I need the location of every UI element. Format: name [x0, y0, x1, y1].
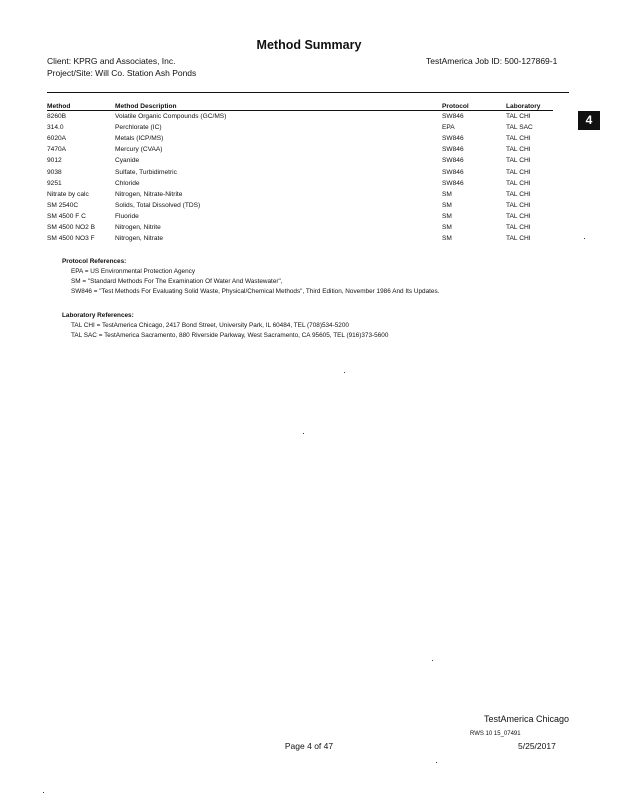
cell-method-description: Metals (ICP/MS) [115, 135, 164, 143]
methods-table-body [47, 111, 553, 245]
protocol-references [62, 257, 439, 297]
cell-laboratory: TAL CHI [506, 157, 531, 165]
cell-method-description: Perchlorate (IC) [115, 124, 162, 132]
scan-speck [344, 372, 345, 373]
cell-method-description: Nitrogen, Nitrite [115, 223, 161, 231]
cell-laboratory: TAL CHI [506, 223, 531, 231]
scan-speck [436, 762, 437, 763]
cell-laboratory: TAL CHI [506, 235, 531, 243]
laboratory-references [62, 311, 388, 341]
cell-protocol: SW846 [442, 168, 464, 176]
cell-method: 8260B [47, 113, 67, 121]
client-line: Client: KPRG and Associates, Inc. [47, 56, 176, 66]
table-row [47, 155, 553, 166]
cell-method-description: Cyanide [115, 157, 140, 165]
laboratory-references-heading: Laboratory References: [62, 312, 134, 319]
cell-method: 7470A [47, 146, 67, 154]
cell-protocol: SW846 [442, 113, 464, 121]
cell-method: 314.0 [47, 124, 64, 132]
table-header-row [47, 99, 553, 111]
cell-method: 9012 [47, 157, 62, 165]
cell-laboratory: TAL CHI [506, 135, 531, 143]
cell-laboratory: TAL CHI [506, 201, 531, 209]
protocol-references-heading: Protocol References: [62, 258, 127, 265]
scan-speck [43, 792, 44, 793]
table-row [47, 166, 553, 177]
header-method-description: Method Description [115, 99, 442, 111]
table-row [47, 122, 553, 133]
table-row [47, 200, 553, 211]
project-line: Project/Site: Will Co. Station Ash Ponds [47, 68, 197, 78]
cell-method: 9038 [47, 168, 62, 176]
cell-method: 9251 [47, 179, 62, 187]
table-row [47, 111, 553, 123]
laboratory-reference-line: TAL CHI = TestAmerica Chicago, 2417 Bond Street, University Park, IL 60484, TEL (708)534-5200 [71, 322, 349, 329]
footer-doc-code: RWS 10 15_07491 [470, 731, 521, 737]
cell-method: SM 4500 NO3 F [47, 235, 95, 243]
cell-method-description: Nitrogen, Nitrate-Nitrite [115, 190, 183, 198]
section-tab-marker: 4 [578, 111, 600, 130]
cell-protocol: SW846 [442, 146, 464, 154]
cell-protocol: SM [442, 212, 452, 220]
page-title: Method Summary [256, 38, 362, 52]
cell-protocol: SM [442, 235, 452, 243]
table-row [47, 144, 553, 155]
footer-date: 5/25/2017 [518, 741, 556, 751]
header-protocol: Protocol [442, 99, 506, 111]
cell-laboratory: TAL CHI [506, 190, 531, 198]
cell-protocol: SM [442, 223, 452, 231]
table-row [47, 222, 553, 233]
table-row [47, 211, 553, 222]
table-row [47, 133, 553, 144]
cell-method-description: Volatile Organic Compounds (GC/MS) [115, 113, 227, 121]
cell-method: SM 4500 NO2 B [47, 223, 96, 231]
table-row [47, 178, 553, 189]
table-row [47, 189, 553, 200]
header-divider [47, 92, 569, 93]
cell-protocol: SM [442, 190, 452, 198]
cell-method-description: Fluoride [115, 212, 139, 220]
protocol-reference-line: SW846 = "Test Methods For Evaluating Solid Waste, Physical/Chemical Methods", Third Edition, November 1986 And Its Updates. [71, 288, 440, 295]
cell-laboratory: TAL CHI [506, 168, 531, 176]
cell-laboratory: TAL CHI [506, 113, 531, 121]
cell-protocol: SW846 [442, 179, 464, 187]
cell-protocol: SW846 [442, 157, 464, 165]
scan-speck [432, 660, 433, 661]
cell-laboratory: TAL CHI [506, 146, 531, 154]
cell-laboratory: TAL SAC [506, 124, 533, 132]
cell-method: 6020A [47, 135, 67, 143]
methods-table [47, 99, 553, 244]
cell-method: SM 2540C [47, 201, 79, 209]
cell-protocol: EPA [442, 124, 455, 132]
cell-method-description: Solids, Total Dissolved (TDS) [115, 201, 201, 209]
job-id: TestAmerica Job ID: 500-127869-1 [426, 56, 558, 66]
protocol-reference-line: SM = "Standard Methods For The Examination Of Water And Wastewater", [71, 278, 283, 285]
laboratory-reference-line: TAL SAC = TestAmerica Sacramento, 880 Riverside Parkway, West Sacramento, CA 95605, TEL (916)373-5600 [71, 332, 389, 339]
cell-method: SM 4500 F C [47, 212, 86, 220]
cell-method-description: Nitrogen, Nitrate [115, 235, 164, 243]
footer-lab-name: TestAmerica Chicago [484, 714, 570, 724]
header-method: Method [47, 99, 115, 111]
page-number: Page 4 of 47 [284, 741, 334, 751]
scan-speck [584, 238, 585, 239]
cell-method: Nitrate by calc [47, 190, 89, 198]
cell-protocol: SW846 [442, 135, 464, 143]
cell-method-description: Mercury (CVAA) [115, 146, 163, 154]
header-laboratory: Laboratory [506, 99, 553, 111]
protocol-reference-line: EPA = US Environmental Protection Agency [71, 268, 196, 275]
cell-method-description: Sulfate, Turbidimetric [115, 168, 177, 176]
table-row [47, 233, 553, 244]
cell-laboratory: TAL CHI [506, 179, 531, 187]
cell-protocol: SM [442, 201, 452, 209]
scan-speck [303, 433, 304, 434]
cell-laboratory: TAL CHI [506, 212, 531, 220]
cell-method-description: Chloride [115, 179, 140, 187]
